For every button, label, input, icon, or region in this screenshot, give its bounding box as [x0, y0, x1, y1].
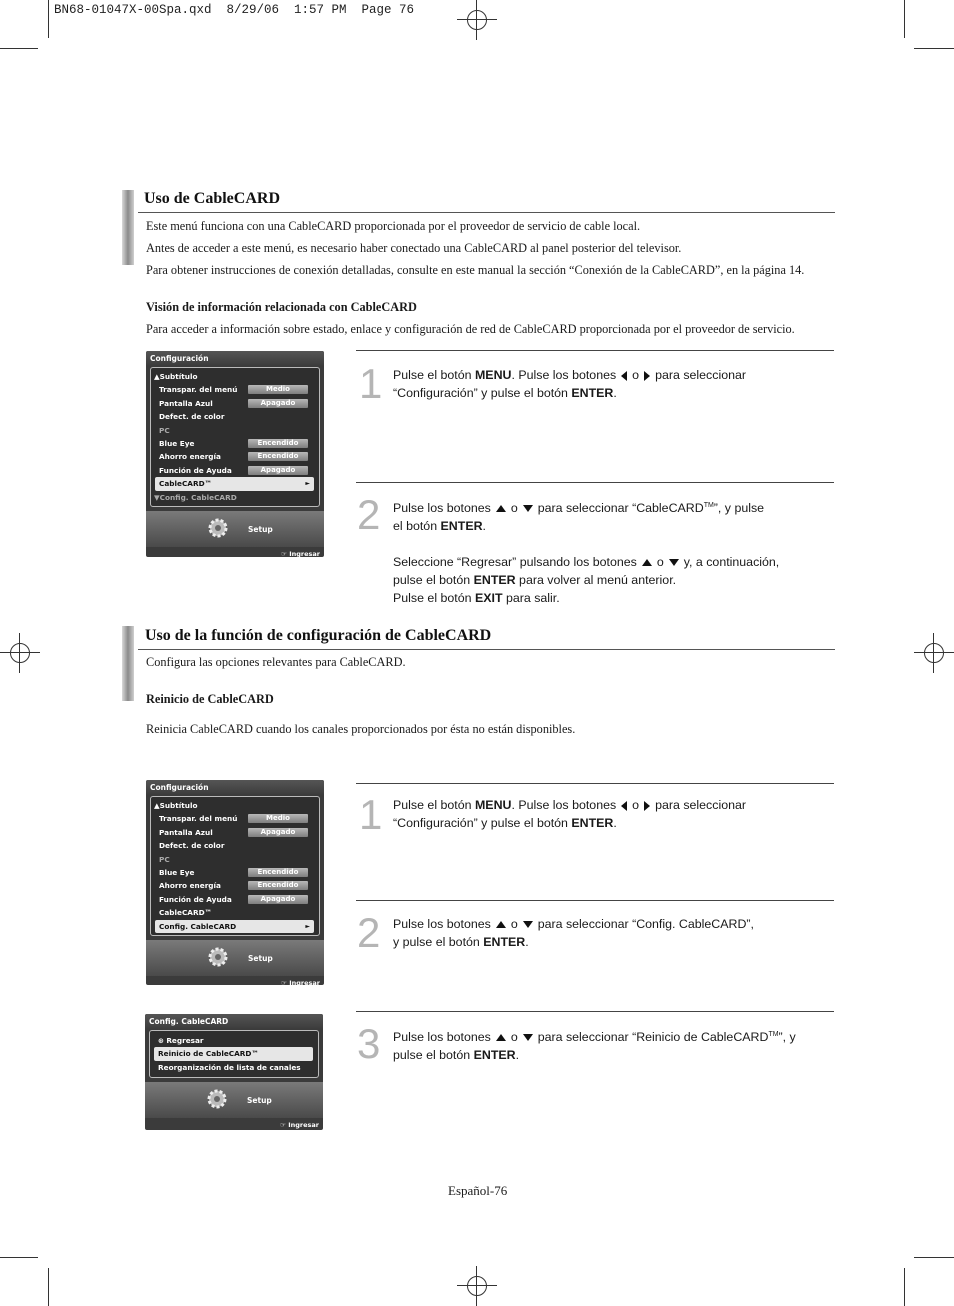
- gear-icon: [205, 1087, 229, 1111]
- gear-icon: [206, 945, 230, 969]
- step-number: 1: [359, 791, 383, 838]
- step-number: 2: [357, 491, 381, 538]
- menu-row: ▲Subtítulo: [154, 801, 198, 810]
- menu-row: Pantalla Azul Apagado: [151, 397, 319, 410]
- menu-row-selected: Reinicio de CableCARD™: [154, 1047, 313, 1060]
- menu-value: Apagado: [248, 399, 308, 408]
- enter-hint: ☞ Ingresar: [280, 1121, 319, 1130]
- gear-icon: [206, 516, 230, 540]
- step-rule: [356, 783, 834, 784]
- registration-mark-icon: [457, 1266, 497, 1306]
- menu-list: [149, 1030, 319, 1078]
- print-slug: BN68-01047X-00Spa.qxd 8/29/06 1:57 PM Page 76: [54, 3, 415, 17]
- step-rule: [356, 1011, 834, 1012]
- step-rule: [356, 900, 834, 901]
- setup-label: Setup: [248, 953, 273, 963]
- menu-value: Encendido: [248, 868, 308, 877]
- menu-row: Ahorro energía Encendido: [151, 450, 319, 463]
- arrow-up-icon: [496, 505, 506, 512]
- section-rule: [138, 212, 835, 213]
- menu-value: Medio: [248, 814, 308, 823]
- crop-mark: [0, 48, 38, 49]
- section-title: Uso de la función de configuración de CableCARD: [145, 627, 492, 644]
- crop-mark: [904, 1268, 905, 1306]
- menu-row: CableCARD™: [159, 908, 212, 918]
- menu-footer: [146, 511, 324, 547]
- subheading: Reinicio de CableCARD: [146, 692, 274, 706]
- menu-value: Apagado: [248, 828, 308, 837]
- arrow-down-icon: [523, 1034, 533, 1041]
- menu-list: [150, 367, 320, 507]
- registration-mark-icon: [457, 0, 497, 40]
- arrow-right-icon: ►: [305, 922, 310, 930]
- menu-row: Blue Eye Encendido: [151, 866, 319, 879]
- arrow-left-icon: [621, 371, 627, 381]
- step-number: 1: [359, 360, 383, 407]
- menu-row: Defect. de color: [159, 412, 225, 422]
- menu-row: Reorganización de lista de canales: [158, 1062, 301, 1072]
- menu-row-selected: Config. CableCARD ►: [155, 920, 314, 933]
- crop-mark: [914, 1257, 954, 1258]
- step-text: Pulse los botones o para seleccionar “Config. CableCARD”, y pulse el botón ENTER.: [393, 917, 754, 949]
- menu-row: Ahorro energía Encendido: [151, 879, 319, 892]
- crop-mark: [0, 1257, 38, 1258]
- menu-row: Función de Ayuda Apagado: [151, 464, 319, 477]
- menu-row: ▲Subtítulo: [154, 372, 198, 381]
- menu-header: Config. CableCARD: [145, 1014, 323, 1030]
- arrow-down-icon: [669, 559, 679, 566]
- menu-value: Encendido: [248, 881, 308, 890]
- arrow-up-icon: [496, 921, 506, 928]
- menu-row: Pantalla Azul Apagado: [151, 826, 319, 839]
- crop-mark: [904, 0, 905, 38]
- section-bar: [122, 190, 134, 265]
- crop-mark: [48, 1268, 49, 1306]
- menu-value: Apagado: [248, 895, 308, 904]
- subheading: Visión de información relacionada con CableCARD: [146, 300, 417, 314]
- menu-list: [150, 796, 320, 936]
- menu-row: Función de Ayuda Apagado: [151, 893, 319, 906]
- body-line: Reinicia CableCARD cuando los canales proporcionados por ésta no están disponibles.: [146, 722, 576, 736]
- menu-header: Configuración: [146, 780, 324, 796]
- arrow-right-icon: ►: [305, 480, 310, 488]
- crop-mark: [914, 48, 954, 49]
- body-line: Antes de acceder a este menú, es necesario haber conectado una CableCARD al panel posterior del televisor.: [146, 241, 682, 255]
- arrow-right-icon: [644, 371, 650, 381]
- menu-row: Defect. de color: [159, 841, 225, 851]
- menu-row-selected: CableCARD™ ►: [155, 477, 314, 490]
- menu-row: Blue Eye Encendido: [151, 437, 319, 450]
- tv-menu-screenshot: [146, 780, 324, 985]
- arrow-up-icon: [496, 1034, 506, 1041]
- menu-bottom-bar: [145, 1118, 323, 1130]
- step-number: 2: [357, 909, 381, 956]
- menu-footer: [146, 940, 324, 976]
- step-number: 3: [357, 1020, 381, 1067]
- step-text: Pulse el botón MENU. Pulse los botones o para seleccionar “Configuración” y pulse el botón ENTER.: [393, 368, 746, 400]
- body-line: Configura las opciones relevantes para CableCARD.: [146, 655, 406, 669]
- step-text: Pulse el botón MENU. Pulse los botones o para seleccionar “Configuración” y pulse el botón ENTER.: [393, 798, 746, 830]
- step-text: Pulse los botones o para seleccionar “CableCARD™”, y pulse el botón ENTER. Seleccione “Regresar” pulsando los botones o y, a continuación, pulse el botón ENTER para volver al menú anterior. Pulse el botón EXIT para salir.: [393, 501, 780, 606]
- menu-value: Encendido: [248, 452, 308, 461]
- registration-mark-icon: [0, 633, 40, 673]
- tv-menu-screenshot: [145, 1014, 323, 1130]
- tv-menu-screenshot: [146, 351, 324, 557]
- menu-row: ⊛ Regresar: [158, 1036, 204, 1045]
- arrow-down-icon: [523, 505, 533, 512]
- body-line: Para acceder a información sobre estado, enlace y configuración de red de CableCARD proporcionada por el proveedor de servicio.: [146, 322, 795, 336]
- step-rule: [356, 482, 834, 483]
- menu-value: Apagado: [248, 466, 308, 475]
- arrow-up-icon: [642, 559, 652, 566]
- step-rule: [356, 350, 834, 351]
- menu-bottom-bar: [146, 976, 324, 985]
- section-rule: [138, 649, 835, 650]
- menu-row: PC: [159, 425, 170, 435]
- registration-mark-icon: [914, 633, 954, 673]
- menu-row: Transpar. del menú Medio: [151, 383, 319, 396]
- page-number: Español-76: [448, 1183, 508, 1198]
- arrow-left-icon: [621, 801, 627, 811]
- setup-label: Setup: [248, 524, 273, 534]
- section-title: Uso de CableCARD: [144, 190, 280, 207]
- enter-hint: ☞ Ingresar: [281, 978, 320, 985]
- enter-hint: ☞ Ingresar: [281, 549, 320, 557]
- menu-row: ▼Config. CableCARD: [154, 492, 237, 502]
- step-text: Pulse los botones o para seleccionar “Reinicio de CableCARD™”, y pulse el botón ENTER.: [393, 1030, 796, 1063]
- menu-header: Configuración: [146, 351, 324, 367]
- crop-mark: [48, 0, 49, 38]
- setup-label: Setup: [247, 1096, 272, 1106]
- menu-footer: [145, 1082, 323, 1118]
- menu-bottom-bar: [146, 547, 324, 557]
- menu-value: Medio: [248, 385, 308, 394]
- body-line: Este menú funciona con una CableCARD proporcionada por el proveedor de servicio de cable local.: [146, 219, 641, 233]
- menu-row: Transpar. del menú Medio: [151, 812, 319, 825]
- arrow-down-icon: [523, 921, 533, 928]
- body-line: Para obtener instrucciones de conexión detalladas, consulte en este manual la sección “Conexión de la CableCARD”, en la página 14.: [146, 263, 805, 277]
- section-bar: [122, 626, 134, 701]
- menu-row: PC: [159, 854, 170, 864]
- back-circle-icon: ⊛: [158, 1037, 167, 1045]
- arrow-right-icon: [644, 801, 650, 811]
- menu-value: Encendido: [248, 439, 308, 448]
